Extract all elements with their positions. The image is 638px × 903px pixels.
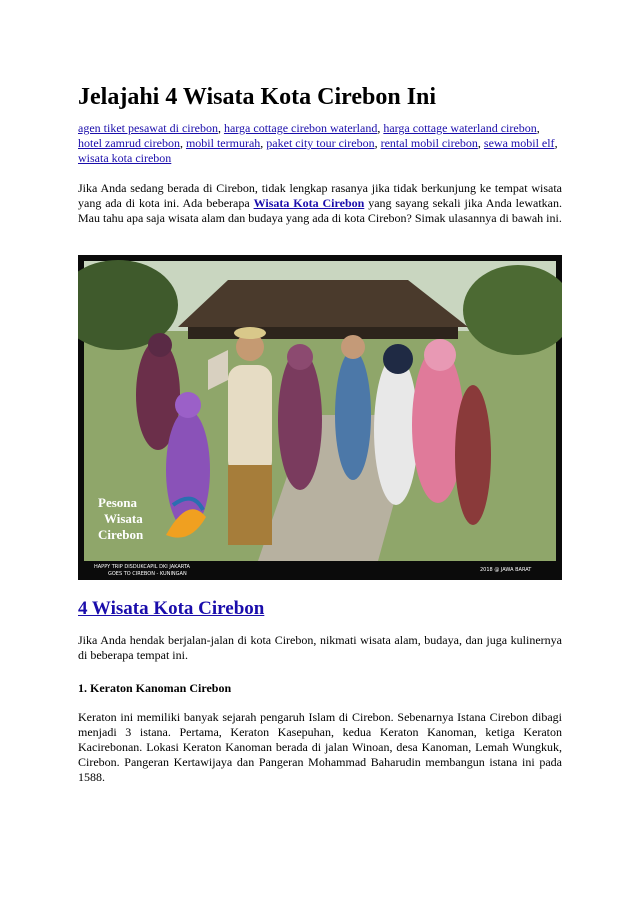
tag-separator: ,: [536, 121, 540, 135]
tag-link[interactable]: hotel zamrud cirebon: [78, 136, 180, 150]
tag-separator: ,: [554, 136, 558, 150]
tag-list: [78, 121, 562, 166]
tag-link[interactable]: mobil termurah: [185, 136, 261, 150]
intro-link[interactable]: Wisata Kota Cirebon: [253, 196, 365, 210]
logo-text: Wisata: [104, 511, 143, 526]
item-paragraph: Keraton ini memiliki banyak sejarah pengaruh Islam di Cirebon. Sebenarnya Istana Cirebon dibagi menjadi 3 istana. Pertama, Keraton Kasepuhan, kedua Keraton Kanoman, ketiga Keraton Kacirebonan. Lokasi Keraton Kanoman berada di jalan Winoan, desa Kanoman, Lemah Wungkuk, Cirebon. Pangeran Kertawijaya dan Pangeran Mohammad Baharudin membangun istana ini pada 1588.: [78, 710, 562, 784]
intro-paragraph: [78, 181, 562, 226]
tag-link[interactable]: agen tiket pesawat di cirebon: [78, 121, 218, 135]
tag-link[interactable]: harga cottage cirebon waterland: [223, 121, 378, 135]
intro-text-after: yang sayang sekali jika Anda lewatkan. Mau tahu apa saja wisata alam dan budaya yang ada di kota Cirebon? Simak ulasannya di bawah ini.: [78, 196, 562, 225]
tag-separator: ,: [477, 136, 484, 150]
photo-caption-left: HAPPY TRIP DISDUKCAPIL DKI JAKARTA: [94, 564, 190, 570]
tag-link[interactable]: sewa mobil elf: [483, 136, 555, 150]
item-heading: 1. Keraton Kanoman Cirebon: [78, 681, 232, 695]
article-photo: [78, 255, 562, 580]
logo-text: Pesona: [98, 495, 137, 510]
pavilion-eave: [188, 327, 458, 339]
tag-link[interactable]: harga cottage waterland cirebon: [383, 121, 537, 135]
logo-text: Cirebon: [98, 527, 144, 542]
article-title: Jelajahi 4 Wisata Kota Cirebon Ini: [78, 84, 437, 110]
photo-caption-right: 2018 @ JAWA BARAT: [480, 567, 532, 573]
tag-separator: ,: [377, 121, 384, 135]
photo-illustration: [78, 255, 562, 580]
photo-caption-left: GOES TO CIREBON - KUNINGAN: [108, 571, 187, 577]
tag-link[interactable]: paket city tour cirebon: [266, 136, 375, 150]
tag-separator: ,: [374, 136, 381, 150]
tag-separator: ,: [179, 136, 186, 150]
section-heading-link[interactable]: 4 Wisata Kota Cirebon: [78, 598, 265, 619]
section-paragraph: Jika Anda hendak berjalan-jalan di kota Cirebon, nikmati wisata alam, budaya, dan juga kulinernya di beberapa tempat ini.: [78, 633, 562, 662]
tag-link[interactable]: rental mobil cirebon: [380, 136, 478, 150]
tag-link[interactable]: wisata kota cirebon: [78, 151, 172, 165]
tag-separator: ,: [260, 136, 267, 150]
tag-separator: ,: [217, 121, 224, 135]
section-heading: [78, 598, 264, 620]
intro-text-before: Jika Anda sedang berada di Cirebon, tidak lengkap rasanya jika tidak berkunjung ke tempat wisata yang ada di kota ini. Ada beberapa: [78, 181, 562, 210]
